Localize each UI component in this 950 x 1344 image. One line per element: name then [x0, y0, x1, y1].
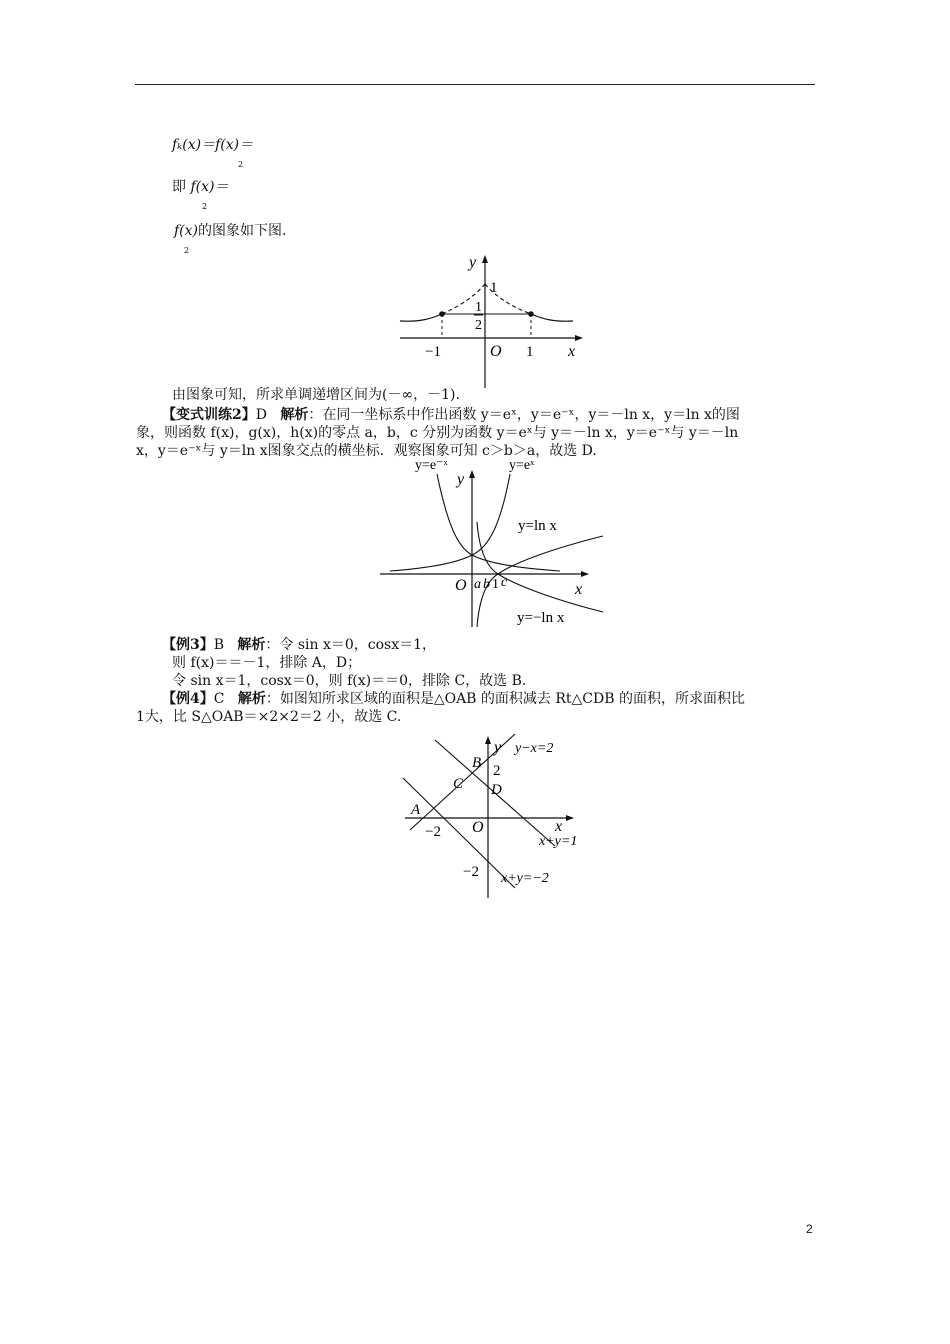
- formula-line-2-sub: 2: [202, 202, 208, 211]
- fig3-x-label: x: [555, 818, 563, 835]
- figure-3-graph: [395, 728, 605, 900]
- fig3-line3-label: x+y=−2: [501, 871, 549, 886]
- fig1-point-left: [439, 311, 445, 317]
- formula-line-1-sub: 2: [238, 160, 244, 169]
- fig1-point-right: [528, 311, 534, 317]
- fig2-pt-a: a: [474, 577, 481, 592]
- fig2-x-label: x: [575, 581, 583, 598]
- fig3-y-arrow-icon: [485, 736, 491, 744]
- fig3-x-arrow-icon: [566, 815, 574, 821]
- formula-line-3-sub: 2: [184, 246, 190, 255]
- fig2-pt-c: c: [501, 575, 508, 590]
- text-line-7: x，y＝e⁻ˣ与 y＝ln x图象交点的横坐标．观察图象可知 c＞b＞a，故选 D.: [136, 443, 597, 459]
- fig2-label-lnx: y=ln x: [518, 518, 557, 534]
- fig3-tick-2: 2: [493, 763, 501, 779]
- fig3-pt-B: B: [472, 755, 482, 771]
- fig2-origin: O: [455, 577, 467, 594]
- fig2-y-arrow-icon: [469, 470, 475, 478]
- fig2-x-arrow-icon: [581, 571, 589, 577]
- formula-line-2: 即 f(x)＝ 2: [172, 178, 228, 196]
- text-line-9: 则 f(x)＝＝－1，排除 A，D；: [172, 655, 362, 671]
- figure-2-graph: [375, 452, 610, 632]
- text-line-4: 由图象可知，所求单调递增区间为(－∞，－1).: [172, 387, 460, 403]
- text-line-6: 象，则函数 f(x)，g(x)，h(x)的零点 a，b，c 分别为函数 y＝eˣ与 y＝－ln x，y＝e⁻ˣ与 y＝－ln: [136, 425, 739, 441]
- fig1-tick-neg1: −1: [425, 344, 441, 360]
- fig1-origin: O: [490, 343, 502, 360]
- fig1-right-curve: [531, 314, 573, 321]
- fig3-pt-D: D: [491, 782, 502, 798]
- fig2-pt-1: 1: [492, 577, 499, 592]
- figure-1-graph: [395, 250, 595, 390]
- fig1-left-curve: [400, 314, 442, 321]
- fig1-y-tick-1: 1: [490, 280, 498, 296]
- fig2-y-label: y: [457, 471, 465, 488]
- fig1-x-arrow-icon: [575, 335, 583, 341]
- fig3-tick-neg2-x: −2: [425, 824, 441, 840]
- fig3-line1-label: y−x=2: [515, 741, 554, 756]
- fig3-tick-neg2-y: −2: [463, 864, 479, 880]
- text-line-5: 【变式训练2】D 解析：在同一坐标系中作出函数 y＝eˣ，y＝e⁻ˣ，y＝－ln x，y＝ln x的图: [162, 407, 740, 423]
- text-line-11: 【例4】C 解析：如图知所求区域的面积是△OAB 的面积减去 Rt△CDB 的面积，所求面积比: [162, 691, 745, 707]
- formula-line-3: f(x)的图象如下图. 2: [174, 222, 286, 240]
- fig2-curve-neglnx: [477, 522, 603, 612]
- fig3-origin: O: [472, 819, 484, 836]
- fig1-half-den: 2: [475, 318, 482, 333]
- fig1-y-label: y: [469, 254, 477, 271]
- text-line-12: 1大，比 S△OAB＝×2×2＝2 小，故选 C.: [136, 709, 402, 725]
- fig3-pt-A: A: [411, 802, 421, 818]
- fig1-half-num: 1: [475, 300, 482, 315]
- fig1-y-arrow-icon: [482, 255, 488, 263]
- text-line-10: 令 sin x＝1，cosx＝0，则 f(x)＝＝0，排除 C，故选 B.: [172, 673, 527, 689]
- header-rule: [135, 84, 815, 85]
- text-line-8: 【例3】B 解析：令 sin x＝0，cosx＝1，: [162, 637, 437, 653]
- fig1-x-label: x: [568, 343, 576, 360]
- formula-line-1: fₖ(x)＝f(x)＝ 2: [172, 136, 253, 154]
- fig3-line2-label: x+y=1: [539, 834, 578, 849]
- fig2-label-emx: y=e⁻ˣ: [415, 458, 448, 473]
- fig2-label-neglnx: y=−ln x: [517, 610, 565, 626]
- fig2-pt-b: b: [483, 577, 490, 592]
- page-number: 2: [806, 1222, 813, 1236]
- fig3-pt-C: C: [453, 776, 464, 792]
- fig2-label-ex: y=eˣ: [509, 458, 535, 473]
- fig1-tick-1: 1: [526, 344, 534, 360]
- fig3-y-label: y: [494, 739, 502, 756]
